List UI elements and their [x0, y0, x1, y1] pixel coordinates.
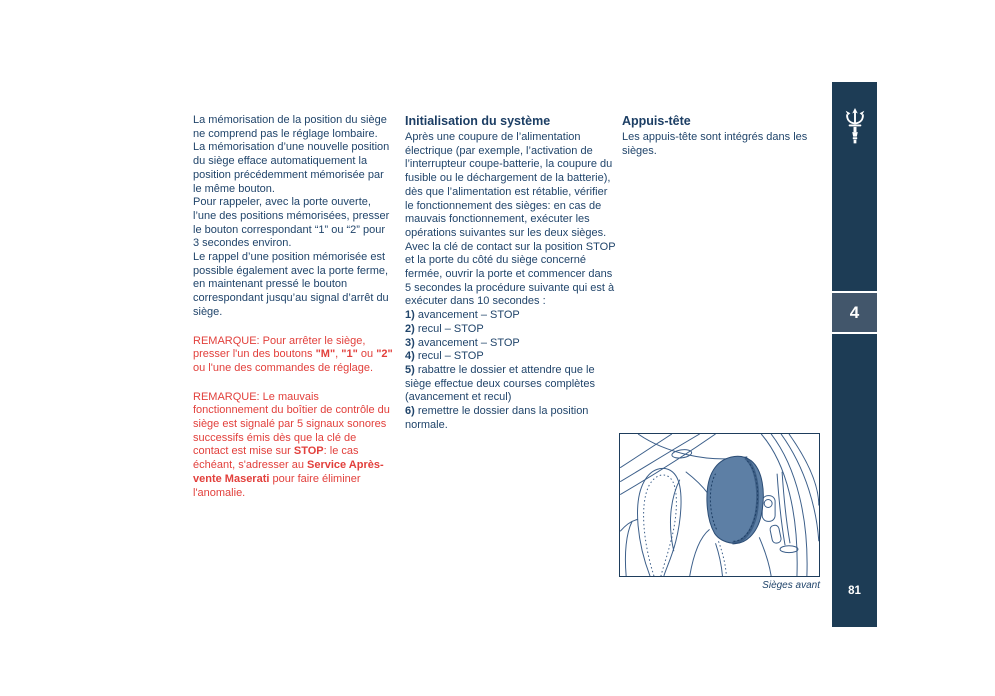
column-right [622, 114, 822, 158]
column-middle [405, 114, 616, 432]
note-text: REMARQUE: Le mauvais fonctionnement du boîtier de contrôle du siège est signalé par 5 signaux sonores successifs émis dès que la clé de contact est mise sur [193, 390, 390, 458]
step-number: 5) [405, 363, 415, 376]
chapter-sidebar [832, 82, 877, 627]
step-text: recul – STOP [414, 350, 484, 363]
page-number: 81 [848, 585, 861, 597]
note-bold-m: "M" [315, 348, 336, 361]
paragraph-memorisation-lombaire: La mémorisation de la position du siège ne comprend pas le réglage lombaire. [193, 114, 387, 140]
paragraph-rappel-porte-fermee: Le rappel d’une position mémorisée est possible également avec la porte ferme, en maintenant pressé le bouton correspondant jusqu’au signal d’arrêt du siège. [193, 251, 389, 318]
note-text: : le cas échéant, s'adresser au [193, 445, 359, 472]
paragraph-rappeler: Pour rappeler, avec la porte ouverte, l’une des positions mémorisées, presser le bouton correspondant “1” ou “2” pour 3 secondes environ. [193, 196, 390, 250]
procedure-step-3 [405, 337, 616, 351]
procedure-step-1 [405, 309, 616, 323]
remark-mauvais-fonctionnement [193, 391, 394, 501]
step-text: avancement – STOP [414, 309, 520, 322]
step-number: 4) [405, 350, 415, 363]
note-bold-service: Service Après-vente Maserati [193, 459, 384, 485]
note-bold-1: "1" [341, 348, 358, 361]
chapter-number: 4 [849, 302, 860, 322]
maserati-trident-icon [832, 108, 877, 144]
step-text: recul – STOP [414, 322, 484, 335]
note-text: ou [357, 348, 377, 361]
step-number: 2) [405, 322, 415, 335]
front-seats-illustration [619, 433, 820, 577]
procedure-step-6 [405, 405, 616, 432]
step-number: 1) [405, 309, 415, 322]
note-bold-stop: STOP [293, 445, 324, 458]
paragraph-appuis-tete: Les appuis-tête sont intégrés dans les sièges. [622, 131, 808, 157]
section-heading-initialisation: Initialisation du système [405, 114, 551, 128]
step-number: 6) [405, 405, 415, 418]
chapter-tab [832, 291, 877, 334]
remark-arret-siege [193, 335, 394, 376]
procedure-step-2 [405, 323, 616, 337]
note-text: , [335, 348, 342, 361]
step-text: rabattre le dossier et attendre que le siège effectue deux courses complètes (avancement et recul) [405, 363, 595, 404]
note-text: REMARQUE: Pour arrêter le siège, presser l'un des boutons [193, 334, 366, 361]
paragraph-coupure-alimentation: Après une coupure de l’alimentation électrique (par exemple, l’activation de l’interrupteur coupe-batterie, la coupure du fusible ou le déchargement de la batterie), dès que l’alimentation est rétablie, vérifier le fonctionnement des sièges: en cas de mauvais fonctionnement, exécuter les opérations suivantes sur les deux sièges. [405, 131, 613, 239]
note-text: ou l'une des commandes de réglage. [193, 361, 374, 374]
figure-caption: Sièges avant [762, 580, 820, 591]
step-number: 3) [405, 336, 415, 349]
note-text: pour faire éliminer l'anomalie. [193, 472, 361, 499]
column-left [193, 114, 394, 500]
note-bold-2: "2" [376, 348, 393, 361]
procedure-step-5 [405, 364, 616, 405]
procedure-step-4 [405, 350, 616, 364]
front-seats-drawing [620, 434, 819, 576]
paragraph-memorisation-nouvelle: La mémorisation d’une nouvelle position du siège efface automatiquement la position précédemment mémorisée par le même bouton. [193, 141, 390, 195]
paragraph-cle-contact: Avec la clé de contact sur la position STOP et la porte du côté du siège concerné fermée, ouvrir la porte et commencer dans 5 secondes la procédure suivante qui est à exécuter dans 10 secondes : [405, 240, 616, 308]
step-text: remettre le dossier dans la position normale. [405, 405, 589, 431]
step-text: avancement – STOP [414, 336, 520, 349]
section-heading-appuis-tete: Appuis-tête [622, 114, 691, 128]
